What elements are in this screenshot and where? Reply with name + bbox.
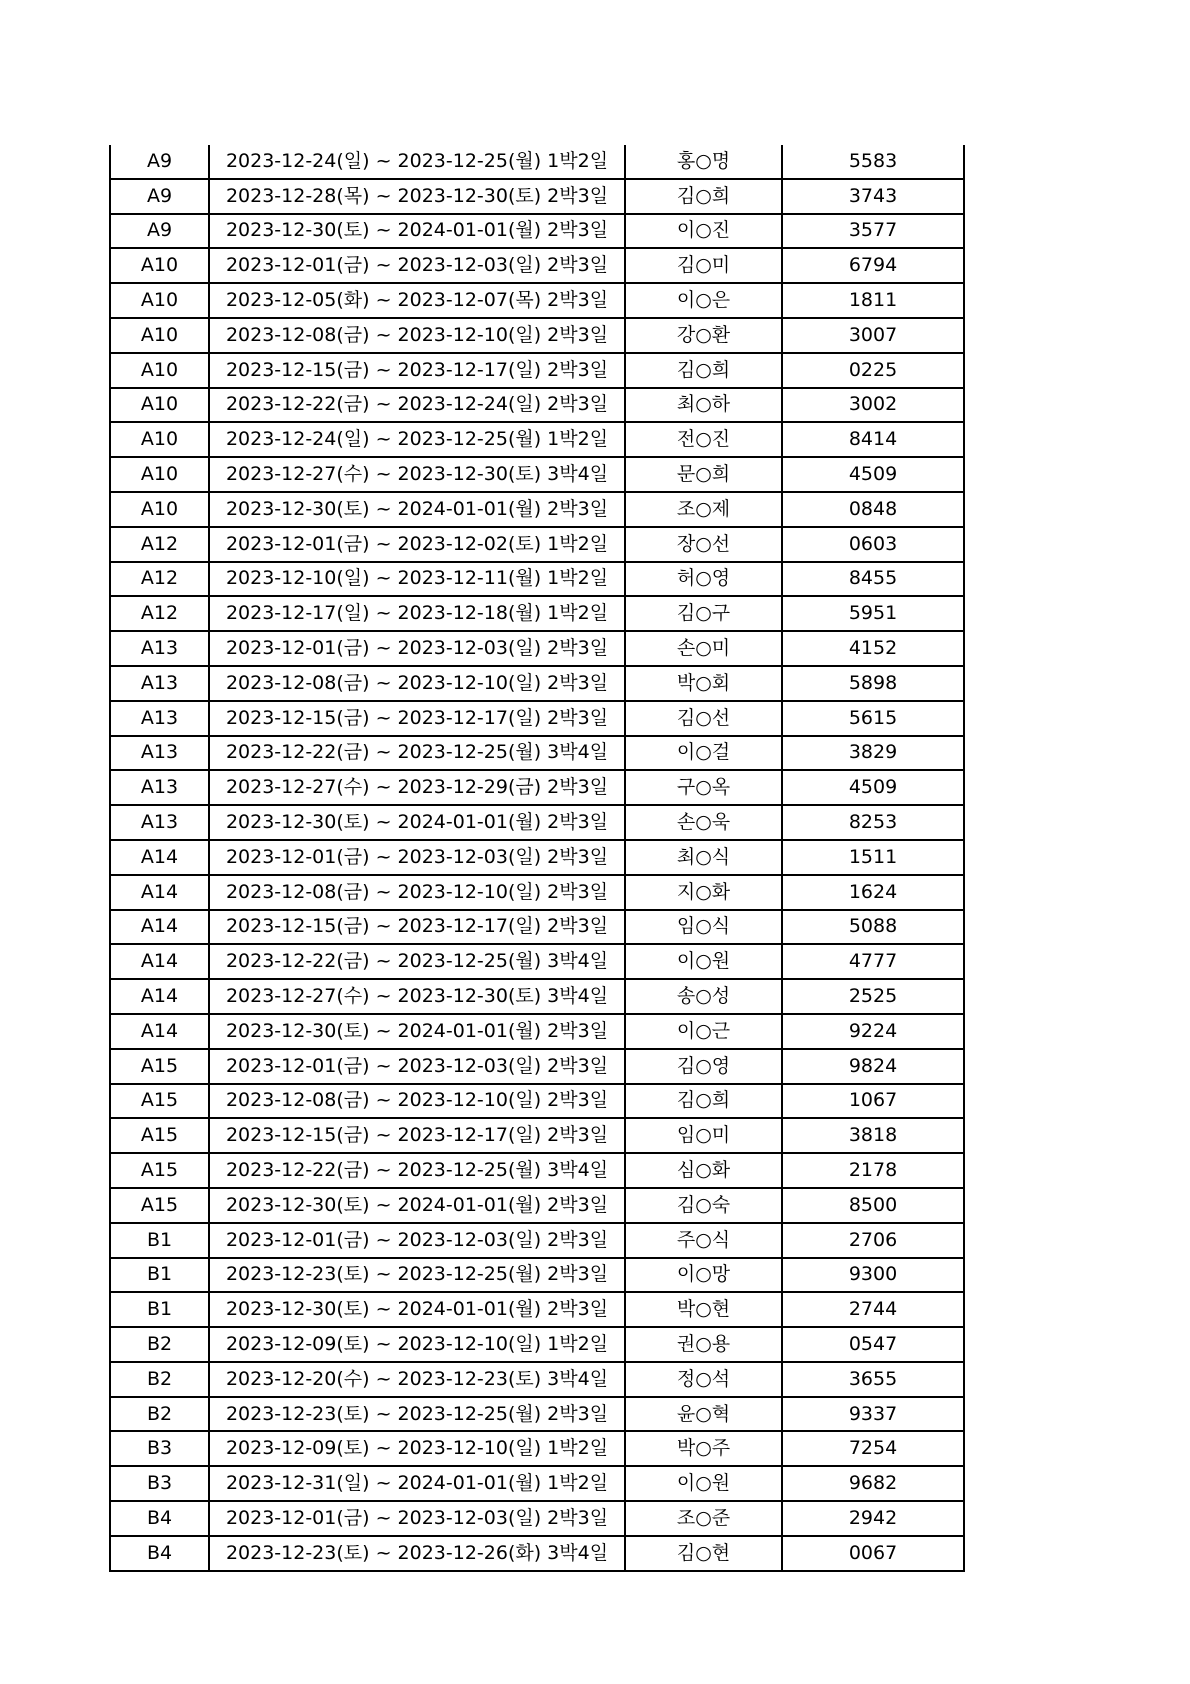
table-row bbox=[110, 840, 964, 875]
reservation-code-cell: 3818 bbox=[782, 1118, 964, 1153]
guest-name-cell: 최○하 bbox=[625, 388, 782, 423]
stay-period-cell: 2023-12-24(일) ~ 2023-12-25(월) 1박2일 bbox=[209, 422, 625, 457]
reservation-code-cell: 8253 bbox=[782, 805, 964, 840]
reservation-code-cell: 1067 bbox=[782, 1084, 964, 1119]
reservation-code-cell: 3829 bbox=[782, 736, 964, 771]
reservation-code-cell: 4509 bbox=[782, 770, 964, 805]
guest-name-cell: 전○진 bbox=[625, 422, 782, 457]
stay-period-cell: 2023-12-10(일) ~ 2023-12-11(월) 1박2일 bbox=[209, 562, 625, 597]
guest-name-cell: 윤○혁 bbox=[625, 1397, 782, 1432]
guest-name-cell: 이○걸 bbox=[625, 736, 782, 771]
guest-name-cell: 이○근 bbox=[625, 1014, 782, 1049]
room-cell: B3 bbox=[110, 1466, 209, 1501]
stay-period-cell: 2023-12-01(금) ~ 2023-12-03(일) 2박3일 bbox=[209, 840, 625, 875]
room-cell: A13 bbox=[110, 666, 209, 701]
guest-name-cell: 허○영 bbox=[625, 562, 782, 597]
stay-period-cell: 2023-12-27(수) ~ 2023-12-30(토) 3박4일 bbox=[209, 979, 625, 1014]
room-cell: A10 bbox=[110, 422, 209, 457]
stay-period-cell: 2023-12-23(토) ~ 2023-12-25(월) 2박3일 bbox=[209, 1258, 625, 1293]
reservation-code-cell: 5951 bbox=[782, 596, 964, 631]
reservation-table-body bbox=[110, 145, 964, 1571]
room-cell: B4 bbox=[110, 1536, 209, 1571]
stay-period-cell: 2023-12-24(일) ~ 2023-12-25(월) 1박2일 bbox=[209, 145, 625, 179]
table-row bbox=[110, 492, 964, 527]
room-cell: A12 bbox=[110, 562, 209, 597]
table-row bbox=[110, 631, 964, 666]
stay-period-cell: 2023-12-17(일) ~ 2023-12-18(월) 1박2일 bbox=[209, 596, 625, 631]
guest-name-cell: 박○현 bbox=[625, 1292, 782, 1327]
room-cell: A14 bbox=[110, 1014, 209, 1049]
stay-period-cell: 2023-12-01(금) ~ 2023-12-03(일) 2박3일 bbox=[209, 1501, 625, 1536]
reservation-code-cell: 0603 bbox=[782, 527, 964, 562]
stay-period-cell: 2023-12-08(금) ~ 2023-12-10(일) 2박3일 bbox=[209, 1084, 625, 1119]
guest-name-cell: 이○은 bbox=[625, 283, 782, 318]
table-row bbox=[110, 1466, 964, 1501]
reservation-code-cell: 2744 bbox=[782, 1292, 964, 1327]
table-row bbox=[110, 1049, 964, 1084]
table-row bbox=[110, 422, 964, 457]
reservation-code-cell: 3743 bbox=[782, 179, 964, 214]
guest-name-cell: 조○준 bbox=[625, 1501, 782, 1536]
stay-period-cell: 2023-12-27(수) ~ 2023-12-30(토) 3박4일 bbox=[209, 457, 625, 492]
stay-period-cell: 2023-12-15(금) ~ 2023-12-17(일) 2박3일 bbox=[209, 910, 625, 945]
table-row bbox=[110, 1536, 964, 1571]
table-row bbox=[110, 944, 964, 979]
table-row bbox=[110, 283, 964, 318]
table-row bbox=[110, 1327, 964, 1362]
table-row bbox=[110, 910, 964, 945]
table-row bbox=[110, 701, 964, 736]
stay-period-cell: 2023-12-30(토) ~ 2024-01-01(월) 2박3일 bbox=[209, 1188, 625, 1223]
stay-period-cell: 2023-12-20(수) ~ 2023-12-23(토) 3박4일 bbox=[209, 1362, 625, 1397]
table-row bbox=[110, 1084, 964, 1119]
stay-period-cell: 2023-12-22(금) ~ 2023-12-25(월) 3박4일 bbox=[209, 1153, 625, 1188]
stay-period-cell: 2023-12-01(금) ~ 2023-12-03(일) 2박3일 bbox=[209, 631, 625, 666]
reservation-code-cell: 0067 bbox=[782, 1536, 964, 1571]
guest-name-cell: 송○성 bbox=[625, 979, 782, 1014]
stay-period-cell: 2023-12-01(금) ~ 2023-12-02(토) 1박2일 bbox=[209, 527, 625, 562]
guest-name-cell: 이○진 bbox=[625, 214, 782, 249]
guest-name-cell: 주○식 bbox=[625, 1223, 782, 1258]
stay-period-cell: 2023-12-30(토) ~ 2024-01-01(월) 2박3일 bbox=[209, 492, 625, 527]
table-row bbox=[110, 1153, 964, 1188]
guest-name-cell: 김○숙 bbox=[625, 1188, 782, 1223]
room-cell: B3 bbox=[110, 1431, 209, 1466]
table-row bbox=[110, 666, 964, 701]
table-row bbox=[110, 1014, 964, 1049]
reservation-code-cell: 4777 bbox=[782, 944, 964, 979]
room-cell: A10 bbox=[110, 318, 209, 353]
room-cell: A9 bbox=[110, 179, 209, 214]
table-row bbox=[110, 1118, 964, 1153]
room-cell: B2 bbox=[110, 1362, 209, 1397]
guest-name-cell: 이○원 bbox=[625, 1466, 782, 1501]
table-row bbox=[110, 770, 964, 805]
guest-name-cell: 구○옥 bbox=[625, 770, 782, 805]
room-cell: A10 bbox=[110, 353, 209, 388]
stay-period-cell: 2023-12-15(금) ~ 2023-12-17(일) 2박3일 bbox=[209, 353, 625, 388]
guest-name-cell: 정○석 bbox=[625, 1362, 782, 1397]
stay-period-cell: 2023-12-08(금) ~ 2023-12-10(일) 2박3일 bbox=[209, 666, 625, 701]
guest-name-cell: 문○희 bbox=[625, 457, 782, 492]
room-cell: A10 bbox=[110, 492, 209, 527]
reservation-code-cell: 9300 bbox=[782, 1258, 964, 1293]
room-cell: B1 bbox=[110, 1292, 209, 1327]
table-row bbox=[110, 562, 964, 597]
room-cell: A13 bbox=[110, 701, 209, 736]
room-cell: A10 bbox=[110, 457, 209, 492]
room-cell: A13 bbox=[110, 805, 209, 840]
room-cell: B2 bbox=[110, 1327, 209, 1362]
reservation-code-cell: 7254 bbox=[782, 1431, 964, 1466]
stay-period-cell: 2023-12-09(토) ~ 2023-12-10(일) 1박2일 bbox=[209, 1327, 625, 1362]
room-cell: A13 bbox=[110, 631, 209, 666]
room-cell: A10 bbox=[110, 248, 209, 283]
table-row bbox=[110, 527, 964, 562]
room-cell: B4 bbox=[110, 1501, 209, 1536]
reservation-code-cell: 2942 bbox=[782, 1501, 964, 1536]
stay-period-cell: 2023-12-30(토) ~ 2024-01-01(월) 2박3일 bbox=[209, 805, 625, 840]
stay-period-cell: 2023-12-22(금) ~ 2023-12-25(월) 3박4일 bbox=[209, 736, 625, 771]
stay-period-cell: 2023-12-15(금) ~ 2023-12-17(일) 2박3일 bbox=[209, 1118, 625, 1153]
table-row bbox=[110, 179, 964, 214]
reservation-code-cell: 5583 bbox=[782, 145, 964, 179]
reservation-code-cell: 0225 bbox=[782, 353, 964, 388]
table-row bbox=[110, 318, 964, 353]
room-cell: A14 bbox=[110, 910, 209, 945]
stay-period-cell: 2023-12-09(토) ~ 2023-12-10(일) 1박2일 bbox=[209, 1431, 625, 1466]
stay-period-cell: 2023-12-23(토) ~ 2023-12-26(화) 3박4일 bbox=[209, 1536, 625, 1571]
reservation-code-cell: 4152 bbox=[782, 631, 964, 666]
guest-name-cell: 권○용 bbox=[625, 1327, 782, 1362]
reservation-code-cell: 8500 bbox=[782, 1188, 964, 1223]
guest-name-cell: 김○구 bbox=[625, 596, 782, 631]
guest-name-cell: 김○희 bbox=[625, 179, 782, 214]
room-cell: A15 bbox=[110, 1188, 209, 1223]
table-row bbox=[110, 353, 964, 388]
room-cell: B1 bbox=[110, 1258, 209, 1293]
table-row bbox=[110, 1362, 964, 1397]
room-cell: A12 bbox=[110, 596, 209, 631]
stay-period-cell: 2023-12-30(토) ~ 2024-01-01(월) 2박3일 bbox=[209, 1014, 625, 1049]
reservation-code-cell: 3577 bbox=[782, 214, 964, 249]
guest-name-cell: 김○희 bbox=[625, 353, 782, 388]
reservation-code-cell: 3655 bbox=[782, 1362, 964, 1397]
stay-period-cell: 2023-12-15(금) ~ 2023-12-17(일) 2박3일 bbox=[209, 701, 625, 736]
room-cell: A10 bbox=[110, 388, 209, 423]
stay-period-cell: 2023-12-01(금) ~ 2023-12-03(일) 2박3일 bbox=[209, 1223, 625, 1258]
guest-name-cell: 임○식 bbox=[625, 910, 782, 945]
reservation-code-cell: 3002 bbox=[782, 388, 964, 423]
reservation-code-cell: 1624 bbox=[782, 875, 964, 910]
stay-period-cell: 2023-12-28(목) ~ 2023-12-30(토) 2박3일 bbox=[209, 179, 625, 214]
stay-period-cell: 2023-12-22(금) ~ 2023-12-24(일) 2박3일 bbox=[209, 388, 625, 423]
reservation-code-cell: 2525 bbox=[782, 979, 964, 1014]
stay-period-cell: 2023-12-08(금) ~ 2023-12-10(일) 2박3일 bbox=[209, 875, 625, 910]
table-row bbox=[110, 1188, 964, 1223]
table-row bbox=[110, 875, 964, 910]
table-row bbox=[110, 979, 964, 1014]
room-cell: A13 bbox=[110, 770, 209, 805]
stay-period-cell: 2023-12-05(화) ~ 2023-12-07(목) 2박3일 bbox=[209, 283, 625, 318]
guest-name-cell: 장○선 bbox=[625, 527, 782, 562]
table-row bbox=[110, 1292, 964, 1327]
stay-period-cell: 2023-12-01(금) ~ 2023-12-03(일) 2박3일 bbox=[209, 248, 625, 283]
guest-name-cell: 김○희 bbox=[625, 1084, 782, 1119]
room-cell: A15 bbox=[110, 1118, 209, 1153]
table-row bbox=[110, 457, 964, 492]
room-cell: A15 bbox=[110, 1084, 209, 1119]
reservation-code-cell: 1811 bbox=[782, 283, 964, 318]
stay-period-cell: 2023-12-01(금) ~ 2023-12-03(일) 2박3일 bbox=[209, 1049, 625, 1084]
guest-name-cell: 조○제 bbox=[625, 492, 782, 527]
reservation-code-cell: 6794 bbox=[782, 248, 964, 283]
table-row bbox=[110, 596, 964, 631]
stay-period-cell: 2023-12-23(토) ~ 2023-12-25(월) 2박3일 bbox=[209, 1397, 625, 1432]
reservation-code-cell: 9224 bbox=[782, 1014, 964, 1049]
guest-name-cell: 박○주 bbox=[625, 1431, 782, 1466]
reservation-table bbox=[109, 145, 965, 1572]
room-cell: A15 bbox=[110, 1153, 209, 1188]
stay-period-cell: 2023-12-22(금) ~ 2023-12-25(월) 3박4일 bbox=[209, 944, 625, 979]
reservation-code-cell: 3007 bbox=[782, 318, 964, 353]
guest-name-cell: 최○식 bbox=[625, 840, 782, 875]
guest-name-cell: 김○미 bbox=[625, 248, 782, 283]
stay-period-cell: 2023-12-31(일) ~ 2024-01-01(월) 1박2일 bbox=[209, 1466, 625, 1501]
reservation-code-cell: 9337 bbox=[782, 1397, 964, 1432]
reservation-code-cell: 5898 bbox=[782, 666, 964, 701]
table-row bbox=[110, 736, 964, 771]
room-cell: A10 bbox=[110, 283, 209, 318]
stay-period-cell: 2023-12-30(토) ~ 2024-01-01(월) 2박3일 bbox=[209, 214, 625, 249]
table-row bbox=[110, 214, 964, 249]
guest-name-cell: 손○미 bbox=[625, 631, 782, 666]
guest-name-cell: 임○미 bbox=[625, 1118, 782, 1153]
room-cell: B1 bbox=[110, 1223, 209, 1258]
room-cell: A9 bbox=[110, 145, 209, 179]
room-cell: B2 bbox=[110, 1397, 209, 1432]
reservation-code-cell: 5615 bbox=[782, 701, 964, 736]
table-row bbox=[110, 1258, 964, 1293]
reservation-code-cell: 0547 bbox=[782, 1327, 964, 1362]
room-cell: A9 bbox=[110, 214, 209, 249]
stay-period-cell: 2023-12-27(수) ~ 2023-12-29(금) 2박3일 bbox=[209, 770, 625, 805]
stay-period-cell: 2023-12-30(토) ~ 2024-01-01(월) 2박3일 bbox=[209, 1292, 625, 1327]
reservation-code-cell: 1511 bbox=[782, 840, 964, 875]
table-row bbox=[110, 1223, 964, 1258]
guest-name-cell: 홍○명 bbox=[625, 145, 782, 179]
room-cell: A14 bbox=[110, 875, 209, 910]
stay-period-cell: 2023-12-08(금) ~ 2023-12-10(일) 2박3일 bbox=[209, 318, 625, 353]
reservation-code-cell: 8414 bbox=[782, 422, 964, 457]
guest-name-cell: 이○망 bbox=[625, 1258, 782, 1293]
guest-name-cell: 김○영 bbox=[625, 1049, 782, 1084]
reservation-code-cell: 5088 bbox=[782, 910, 964, 945]
reservation-code-cell: 4509 bbox=[782, 457, 964, 492]
table-row bbox=[110, 1397, 964, 1432]
guest-name-cell: 손○욱 bbox=[625, 805, 782, 840]
reservation-code-cell: 2178 bbox=[782, 1153, 964, 1188]
room-cell: A14 bbox=[110, 944, 209, 979]
table-row bbox=[110, 805, 964, 840]
reservation-code-cell: 0848 bbox=[782, 492, 964, 527]
room-cell: A14 bbox=[110, 979, 209, 1014]
table-row bbox=[110, 248, 964, 283]
room-cell: A12 bbox=[110, 527, 209, 562]
reservation-code-cell: 2706 bbox=[782, 1223, 964, 1258]
room-cell: A15 bbox=[110, 1049, 209, 1084]
room-cell: A13 bbox=[110, 736, 209, 771]
guest-name-cell: 박○회 bbox=[625, 666, 782, 701]
guest-name-cell: 이○원 bbox=[625, 944, 782, 979]
guest-name-cell: 김○선 bbox=[625, 701, 782, 736]
guest-name-cell: 김○현 bbox=[625, 1536, 782, 1571]
table-row bbox=[110, 145, 964, 179]
table-row bbox=[110, 1501, 964, 1536]
reservation-code-cell: 9824 bbox=[782, 1049, 964, 1084]
table-row bbox=[110, 388, 964, 423]
guest-name-cell: 지○화 bbox=[625, 875, 782, 910]
table-row bbox=[110, 1431, 964, 1466]
guest-name-cell: 심○화 bbox=[625, 1153, 782, 1188]
reservation-code-cell: 9682 bbox=[782, 1466, 964, 1501]
room-cell: A14 bbox=[110, 840, 209, 875]
reservation-code-cell: 8455 bbox=[782, 562, 964, 597]
guest-name-cell: 강○환 bbox=[625, 318, 782, 353]
